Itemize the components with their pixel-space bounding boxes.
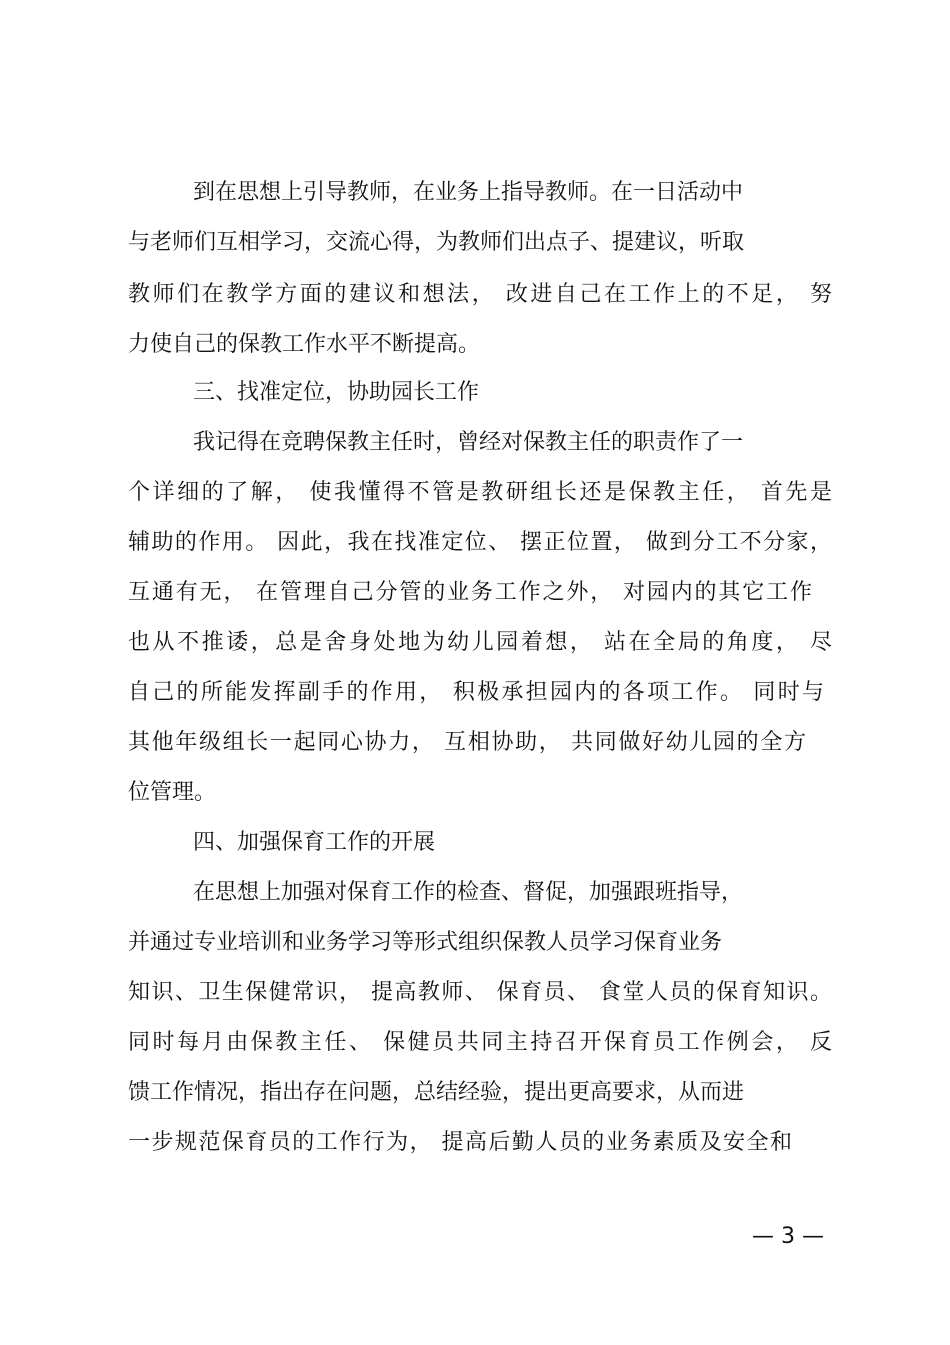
paragraph-line: 同时每月由保教主任、 保健员共同主持召开保育员工作例会， 反 bbox=[128, 1030, 832, 1055]
paragraph-line: 馈工作情况，指出存在问题，总结经验，提出更高要求，从而进 bbox=[128, 1080, 745, 1105]
section-heading: 四、加强保育工作的开展 bbox=[193, 830, 436, 855]
paragraph-line: 辅助的作用。 因此，我在找准定位、 摆正位置， 做到分工不分家， bbox=[128, 530, 832, 555]
paragraph-line: 互通有无， 在管理自己分管的业务工作之外， 对园内的其它工作 bbox=[128, 580, 812, 605]
paragraph-line: 力使自己的保教工作水平不断提高。 bbox=[128, 332, 481, 357]
paragraph-line: 自己的所能发挥副手的作用， 积极承担园内的各项工作。 同时与 bbox=[128, 680, 824, 705]
paragraph-line: 在思想上加强对保育工作的检查、督促，加强跟班指导， bbox=[193, 880, 744, 905]
paragraph-line: 知识、卫生保健常识， 提高教师、 保育员、 食堂人员的保育知识。 bbox=[128, 980, 832, 1005]
paragraph-line: 到在思想上引导教师，在业务上指导教师。在一日活动中 bbox=[193, 180, 744, 205]
paragraph-line: 并通过专业培训和业务学习等形式组织保教人员学习保育业务 bbox=[128, 930, 723, 955]
paragraph-line: 我记得在竞聘保教主任时，曾经对保教主任的职责作了一 bbox=[193, 430, 744, 455]
paragraph-line: 教师们在教学方面的建议和想法， 改进自己在工作上的不足， 努 bbox=[128, 282, 832, 307]
paragraph-line: 其他年级组长一起同心协力， 互相协助， 共同做好幼儿园的全方 bbox=[128, 730, 806, 755]
paragraph-line: 个详细的了解， 使我懂得不管是教研组长还是保教主任， 首先是 bbox=[128, 480, 832, 505]
page-number: — 3 — bbox=[752, 1224, 824, 1249]
paragraph-line: 一步规范保育员的工作行为， 提高后勤人员的业务素质及安全和 bbox=[128, 1130, 792, 1155]
paragraph-line: 位管理。 bbox=[128, 780, 217, 805]
paragraph-line: 也从不推诿，总是舍身处地为幼儿园着想， 站在全局的角度， 尽 bbox=[128, 630, 832, 655]
paragraph-line: 与老师们互相学习，交流心得，为教师们出点子、提建议，听取 bbox=[128, 230, 745, 255]
section-heading: 三、找准定位，协助园长工作 bbox=[193, 380, 480, 405]
